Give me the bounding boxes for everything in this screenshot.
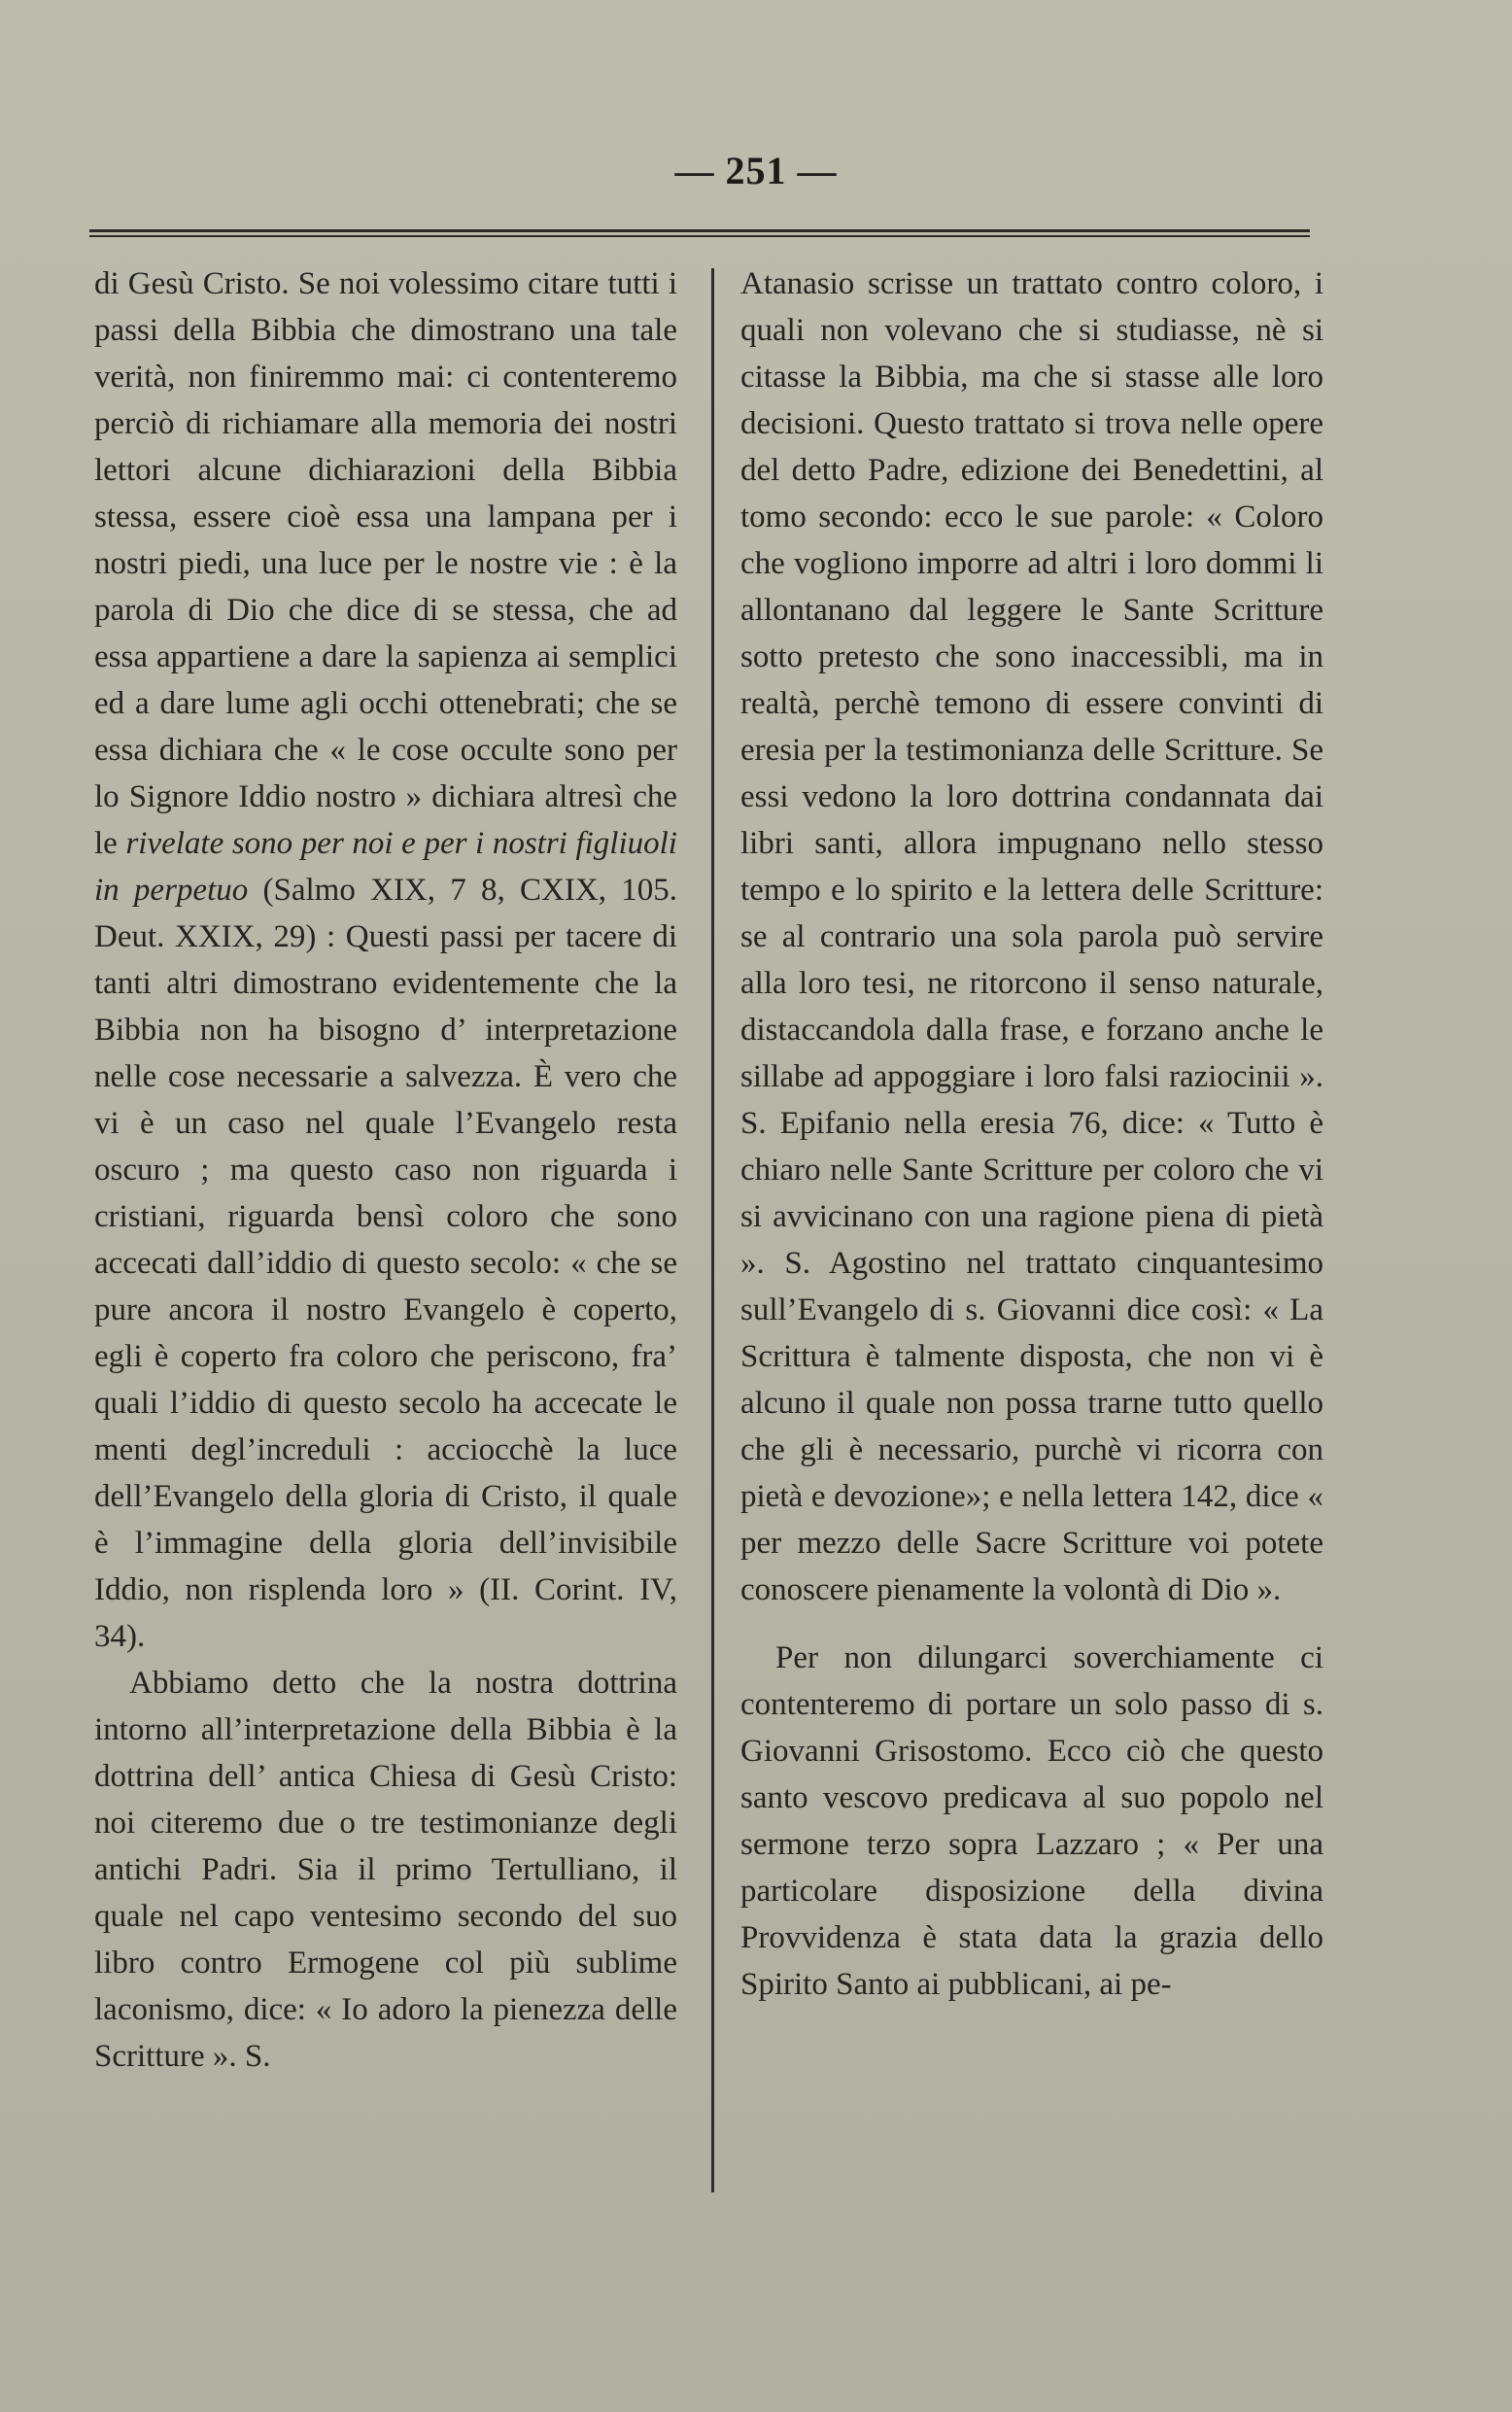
left-paragraph-1-text-a: di Gesù Cristo. Se noi volessimo citare tutti i passi della Bibbia che dimostrano una tale verità, non finiremmo mai: ci contenteremo perciò di richiamare alla memoria dei nostri lettori alcune dichiarazioni della Bibbia stessa, essere cioè essa una lampana per i nostri piedi, una luce per le nostre vie : è la parola di Dio che dice di se stessa, che ad essa appartiene a dare la sapienza ai semplici ed a dare lume agli occhi ottenebrati; che se essa dichiara che « le cose occulte sono per lo Signore Iddio nostro » dichiara altresì che le: [94, 266, 677, 861]
left-paragraph-1-text-b: (Salmo XIX, 7 8, CXIX, 105. Deut. XXIX, 29) : Questi passi per tacere di tanti altri dimostrano evidentemente che la Bibbia non ha bisogno d’ interpretazione nelle cose necessarie a salvezza. È vero che vi è un caso nel quale l’Evangelo resta oscuro ; ma questo caso non riguarda i cristiani, riguarda bensì coloro che sono accecati dall’iddio di questo secolo: « che se pure ancora il nostro Evangelo è coperto, egli è coperto fra coloro che periscono, fra’ quali l’iddio di questo secolo ha accecate le menti degl’increduli : acciocchè la luce dell’Evangelo della gloria di Cristo, il quale è l’immagine della gloria dell’invisibile Iddio, non risplenda loro » (II. Corint. IV, 34).: [94, 873, 677, 1654]
right-column: [740, 260, 1323, 2008]
column-divider: [711, 268, 714, 2192]
header-rule: [89, 229, 1310, 237]
page-number: — 251 —: [674, 149, 838, 192]
right-paragraph-2: Per non dilungarci soverchiamente ci contenteremo di portare un solo passo di s. Giovanni Grisostomo. Ecco ciò che questo santo vescovo predicava al suo popolo nel sermone terzo sopra Lazzaro ; « Per una particolare disposizione della divina Provvidenza è stata data la grazia dello Spirito Santo ai pubblicani, ai pe-: [740, 1640, 1323, 2002]
left-column: [94, 260, 677, 2080]
right-paragraph-1: Atanasio scrisse un trattato contro coloro, i quali non volevano che si studiasse, nè si citasse la Bibbia, ma che si stasse alle loro decisioni. Questo trattato si trova nelle opere del detto Padre, edizione dei Benedettini, al tomo secondo: ecco le sue parole: « Coloro che vogliono imporre ad altri i loro dommi li allontanano dal leggere le Sante Scritture sotto pretesto che sono inaccessibli, ma in realtà, perchè temono di essere convinti di eresia per la testimonianza delle Scritture. Se essi vedono la loro dottrina condannata dai libri santi, allora impugnano nello stesso tempo e lo spirito e la lettera delle Scritture: se al contrario una sola parola può servire alla loro tesi, ne ritorcono il senso naturale, distaccandola dalla frase, e forzano anche le sillabe ad appoggiare i loro falsi raziocinii ». S. Epifanio nella eresia 76, dice: « Tutto è chiaro nelle Sante Scritture per coloro che vi si avvicinano con una ragione piena di pietà ». S. Agostino nel trattato cinquantesimo sull’Evangelo di s. Giovanni dice così: « La Scrittura è talmente disposta, che non vi è alcuno il quale non possa trarne tutto quello che gli è necessario, purchè vi ricorra con pietà e devozione»; e nella lettera 142, dice « per mezzo delle Sacre Scritture voi potete conoscere pienamente la volontà di Dio ».: [740, 266, 1323, 1607]
left-paragraph-1-italic-quote: rivelate sono per noi e per i nostri figliuoli in perpetuo: [94, 826, 677, 908]
left-paragraph-2: Abbiamo detto che la nostra dottrina intorno all’interpretazione della Bibbia è la dottrina dell’ antica Chiesa di Gesù Cristo: noi citeremo due o tre testimonianze degli antichi Padri. Sia il primo Tertulliano, il quale nel capo ventesimo secondo del suo libro contro Ermogene col più sublime laconismo, dice: « Io adoro la pienezza delle Scritture ». S.: [94, 1666, 677, 2074]
left-paragraph-1: [94, 260, 677, 1660]
